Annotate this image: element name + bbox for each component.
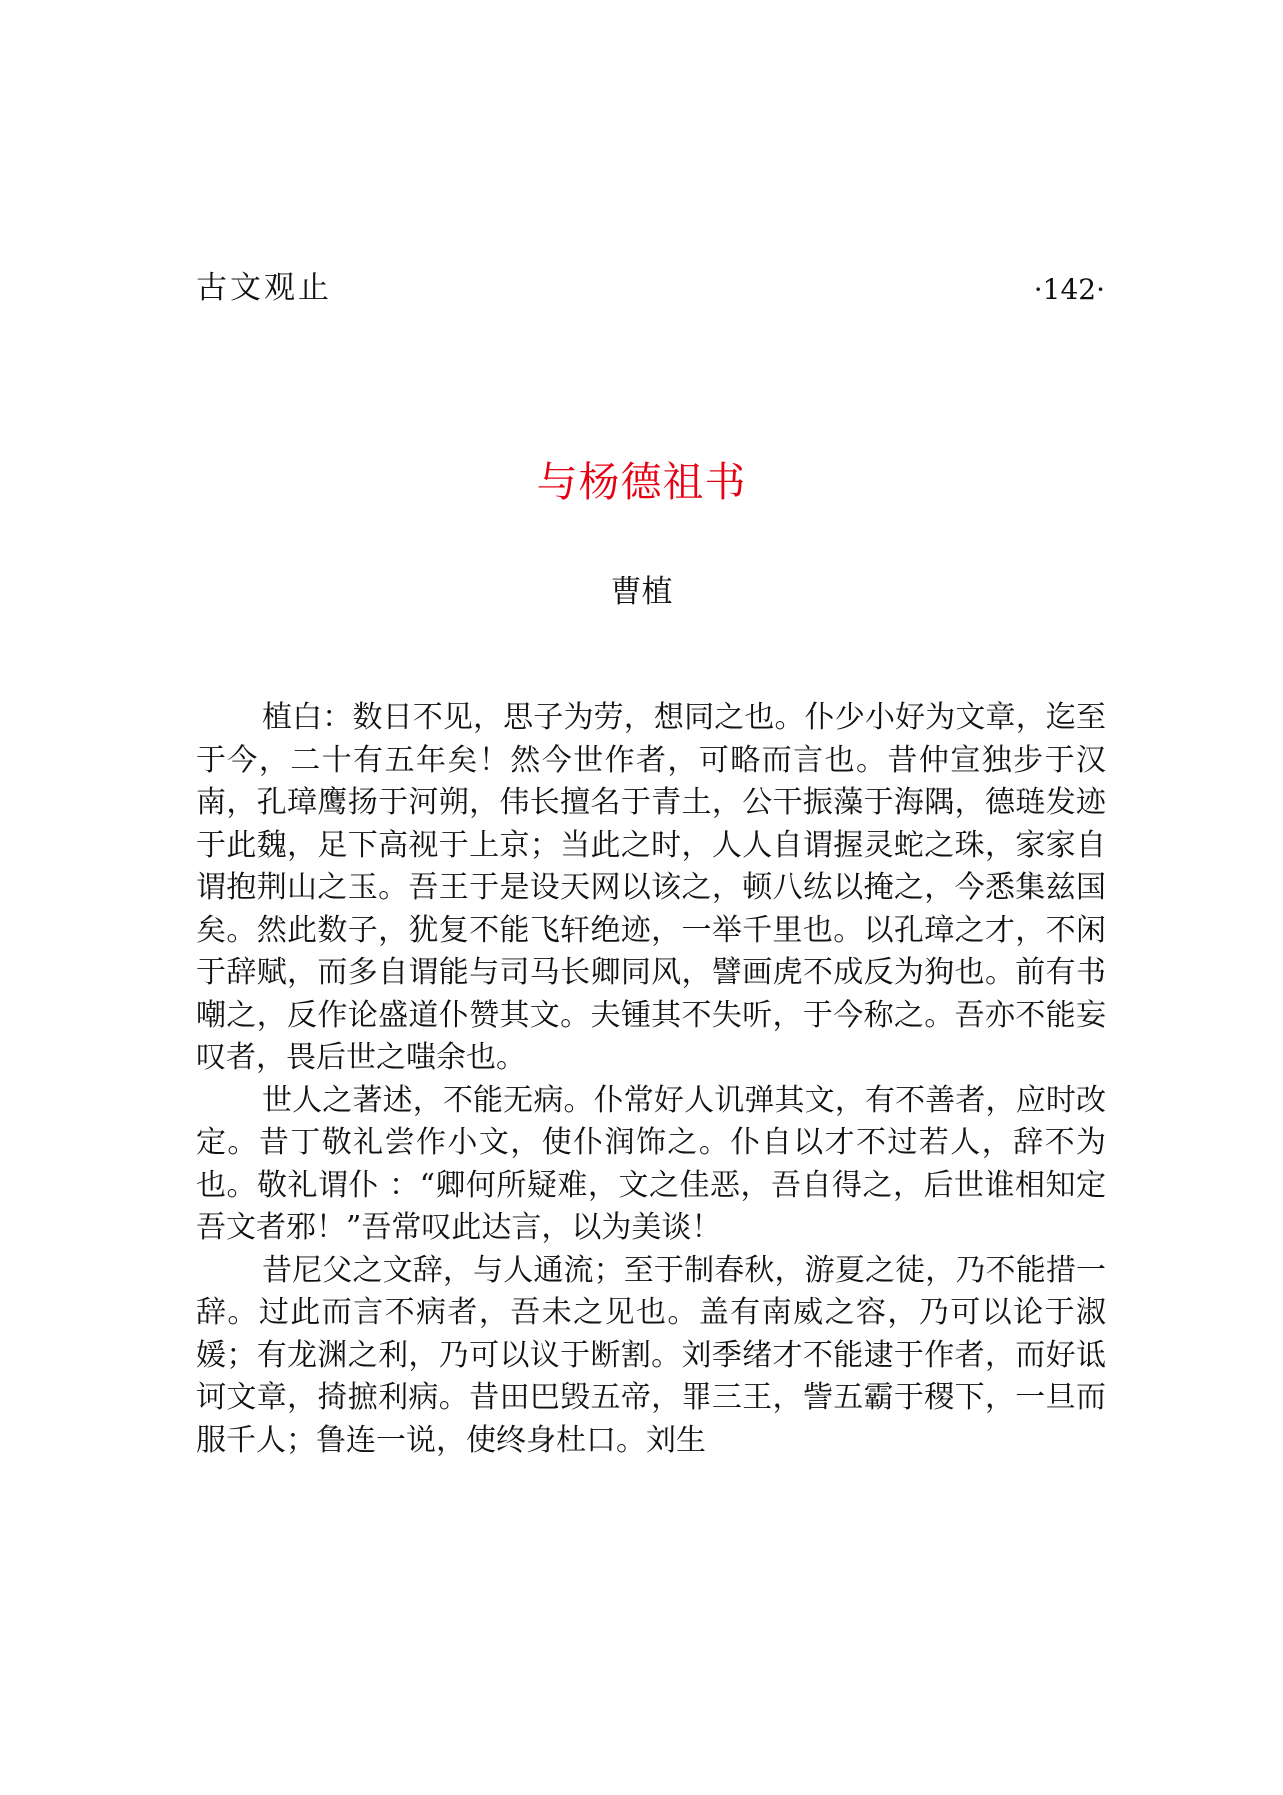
paragraph: 世人之著述，不能无病。仆常好人讥弹其文，有不善者，应时改定。昔丁敬礼尝作小文，使仆润饰之。仆自以才不过若人，辞不为也。敬礼谓仆 ：“卿何所疑难，文之佳恶，吾自得之，后世谁相知定吾文者邪！”吾常叹此达言，以为美谈！ — [196, 1082, 1106, 1245]
paragraph: 昔尼父之文辞，与人通流；至于制春秋，游夏之徒，乃不能措一辞。过此而言不病者，吾未之见也。盖有南威之容，乃可以论于淑媛；有龙渊之利，乃可以议于断割。刘季绪才不能逮于作者，而好诋诃文章，掎摭利病。昔田巴毁五帝，罪三王，訾五霸于稷下，一旦而服千人；鲁连一说，使终身杜口。刘生 — [196, 1252, 1106, 1458]
page-number: ·142· — [1033, 273, 1105, 306]
book-title: 古文观止 — [196, 270, 332, 306]
article-author: 曹植 — [610, 574, 673, 610]
paragraph: 植白：数日不见，思子为劳，想同之也。仆少小好为文章，迄至于今，二十有五年矣！然今世作者，可略而言也。昔仲宣独步于汉南，孔璋鹰扬于河朔，伟长擅名于青土，公干振藻于海隅，德琏发迹于此魏，足下高视于上京；当此之时，人人自谓握灵蛇之珠，家家自谓抱荆山之玉。吾王于是设天网以该之，顿八纮以掩之，今悉集兹国矣。然此数子，犹复不能飞轩绝迹，一举千里也。以孔璋之才，不闲于辞赋，而多自谓能与司马长卿同风，譬画虎不成反为狗也。前有书嘲之，反作论盛道仆赞其文。夫锺其不失听，于今称之。吾亦不能妄叹者，畏后世之嗤余也。 — [196, 700, 1106, 1075]
article-body — [196, 697, 1106, 1462]
article-title: 与杨德祖书 — [536, 458, 747, 506]
